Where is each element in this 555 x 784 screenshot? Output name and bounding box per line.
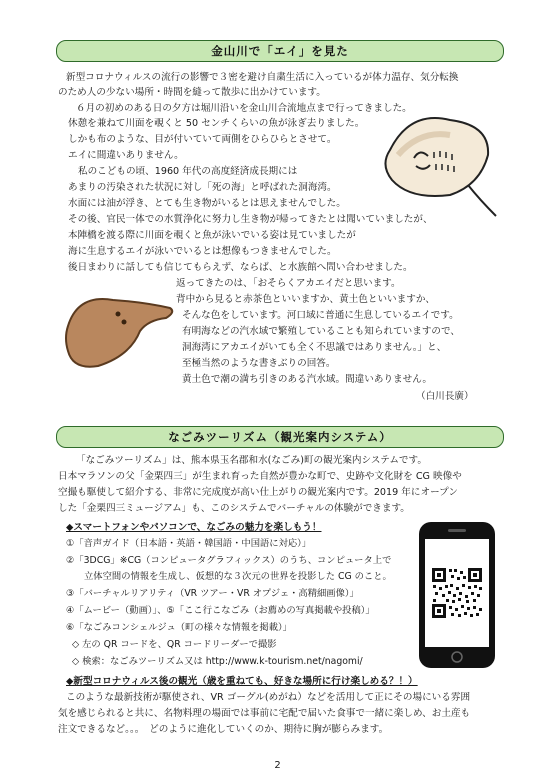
post-covid-heading: ◆新型コロナウィルス後の観光（歳を重ねても、好きな場所に行け楽しめる？！） bbox=[66, 676, 418, 687]
feature-heading: ◆スマートフォンやパソコンで、なごみの魅力を楽しもう！ bbox=[66, 522, 322, 533]
feature-item: ◇ 検索：なごみツーリズム又は http://www.k-tourism.net/nagomi/ bbox=[72, 656, 363, 667]
feature-item: ④「ムービー（動画）」、⑤「ここ行こなごみ（お薦めの写真掲載や投稿）」 bbox=[66, 605, 375, 616]
paragraph-line: あまりの汚染された状況に対し「死の海」と呼ばれた洞海湾。 bbox=[68, 182, 337, 193]
paragraph-line: その後、官民一体での水質浄化に努力し生き物が帰ってきたとは聞いていましたが、 bbox=[68, 214, 433, 225]
paragraph-line: 休憩を兼ねて川面を覗くと 50 センチくらいの魚が泳ぎ去りました。 bbox=[68, 118, 365, 129]
paragraph-line: 注文できるなど。。。 どのように進化していくのか、期待に胸が膨らみます。 bbox=[58, 724, 389, 735]
paragraph-line: そんな色をしています。河口域に普通に生息しているエイです。 bbox=[182, 310, 459, 321]
paragraph-line: 背中から見ると赤茶色といいますか、黄土色といいますか、 bbox=[176, 294, 436, 305]
paragraph-line: 気を感じられると共に、名物料理の場面では事前に宅配で届いた食事で一緒に楽しめ、お土産も bbox=[58, 708, 471, 719]
qr-code-icon bbox=[431, 567, 483, 619]
paragraph-line: エイに間違いありません。 bbox=[68, 150, 184, 161]
page-number: 2 bbox=[274, 760, 281, 771]
paragraph-line: した「金栗四三ミュージアム」も、このシステムでバーチャルの体験ができます。 bbox=[58, 503, 410, 514]
paragraph-line: 有明海などの汽水域で繁殖していることも知られていますので、 bbox=[182, 326, 461, 337]
paragraph-line: このような最新技術が駆使され、VR ゴーグル(めがね）などを活用して正にその場にいる雰囲 bbox=[66, 692, 471, 703]
feature-item: ◇ 左の QR コードを、QR コードリーダーで撮影 bbox=[72, 639, 277, 650]
feature-item: ③「バーチャルリアリティ（VR ツアー・VR オプジェ・高精細画像）」 bbox=[66, 588, 359, 599]
paragraph-line: 黄土色で潮の満ち引きのある汽水域。間違いありません。 bbox=[182, 374, 433, 385]
paragraph-line: 至極当然のような書きぶりの回答。 bbox=[182, 358, 336, 369]
ray-topview-illustration bbox=[58, 286, 178, 376]
paragraph-line: 後日まわりに話しても信じてもらえず、ならば、と水族館へ問い合わせました。 bbox=[68, 262, 413, 273]
paragraph-line: 水面には油が浮き、とても生き物がいるとは思えませんでした。 bbox=[68, 198, 346, 209]
paragraph-line: 新型コロナウィルスの流行の影響で３密を避け自粛生活に入っているが体力温存、気分転換 bbox=[66, 72, 459, 83]
paragraph-line: ６月の初めのある日の夕方は堀川沿いを金山川合流地点まで行ってきました。 bbox=[76, 103, 412, 114]
paragraph-line: しかも布のような、目が付いていて両側をひらひらとさせて。 bbox=[68, 134, 337, 145]
ray-underside-illustration bbox=[370, 100, 510, 220]
paragraph-line: 海に生息するエイが泳いでいるとは想像もつきませんでした。 bbox=[68, 246, 337, 257]
feature-item: ⑥「なごみコンシェルジュ（町の様々な情報を掲載）」 bbox=[66, 622, 292, 633]
paragraph-line: 「なごみツーリズム」は、熊本県玉名郡和水(なごみ)町の観光案内システムです。 bbox=[76, 455, 427, 466]
smartphone-qr-illustration bbox=[418, 521, 496, 669]
feature-item: 立体空間の情報を生成し、仮想的な３次元の世界を投影した CG のこと。 bbox=[84, 571, 392, 582]
paragraph-line: 本陣橋を渡る際に川面を覗くと魚が泳いでいる姿は見ていましたが bbox=[68, 230, 356, 241]
paragraph-line: 洞海湾にアカエイがいても全く不思議ではありません。」と、 bbox=[182, 342, 447, 353]
section-title-ray: 金山川で「エイ」を見た bbox=[56, 40, 504, 62]
paragraph-line: 私のこどもの頃、1960 年代の高度経済成長期には bbox=[78, 166, 298, 177]
paragraph-line: 空撮も駆使して紹介する、非常に完成度が高い仕上がりの観光案内です。2019 年にオープン bbox=[58, 487, 458, 498]
paragraph-line: 日本マラソンの父「金栗四三」が生まれ育った自然が豊かな町で、史跡や文化財を CG 映像や bbox=[58, 471, 462, 482]
author-name: （白川長廣） bbox=[416, 391, 474, 402]
feature-item: ②「3DCG」※CG（コンピュータグラフィックス）のうち、コンピュータ上で bbox=[66, 555, 392, 566]
paragraph-line: 返ってきたのは、「おそらくアカエイだと思います。 bbox=[176, 278, 401, 289]
paragraph-line: のため人の少ない場所・時間を縫って散歩に出かけています。 bbox=[58, 87, 326, 98]
feature-item: ①「音声ガイド（日本語・英語・韓国語・中国語に対応）」 bbox=[66, 538, 312, 549]
section-title-tourism: なごみツーリズム（観光案内システム） bbox=[56, 426, 504, 448]
